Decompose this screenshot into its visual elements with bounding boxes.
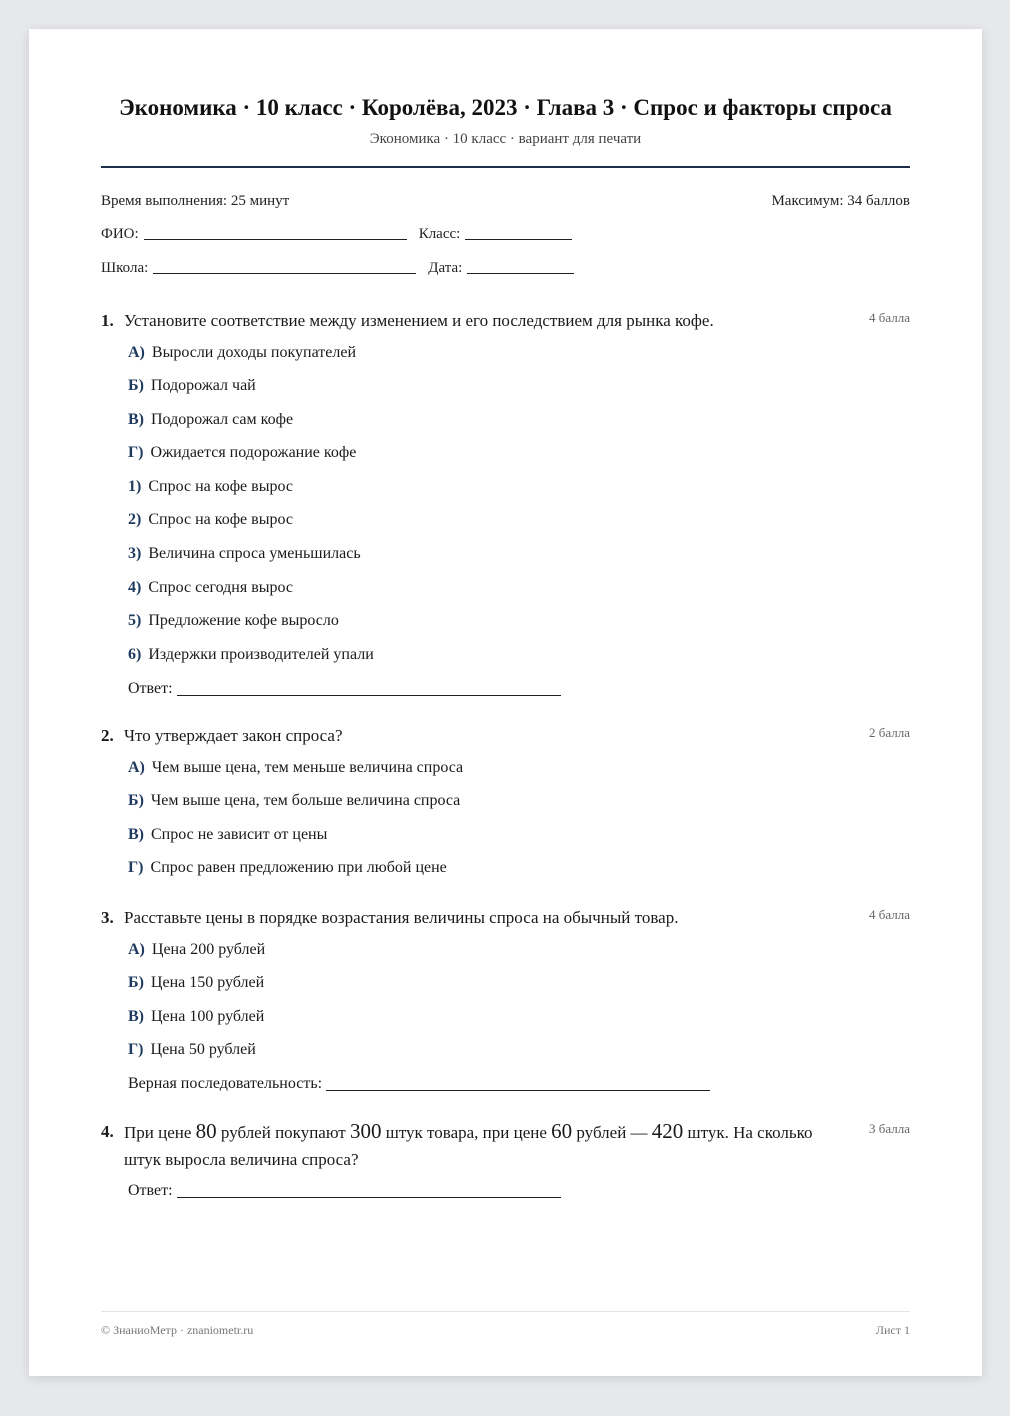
question-points: 2 балла bbox=[869, 725, 910, 740]
option-label: 3) bbox=[128, 545, 142, 562]
math-number: 420 bbox=[651, 1119, 684, 1143]
option-item bbox=[128, 974, 264, 992]
option-item bbox=[128, 792, 460, 810]
question-number: 3. bbox=[101, 908, 114, 927]
option-label: А) bbox=[128, 759, 145, 776]
option-label: 1) bbox=[128, 478, 142, 495]
option-item bbox=[128, 377, 256, 395]
option-label: 5) bbox=[128, 612, 142, 629]
question-text: Расставьте цены в порядке возрастания величины спроса на обычный товар. bbox=[124, 908, 679, 927]
question-text-part: При цене bbox=[124, 1123, 196, 1142]
fio-label: ФИО: bbox=[101, 226, 139, 242]
answer-field[interactable] bbox=[177, 694, 561, 696]
meta-row bbox=[101, 193, 910, 210]
question-number: 2. bbox=[101, 726, 114, 745]
footer-divider bbox=[101, 1311, 910, 1312]
option-text: Цена 200 рублей bbox=[151, 941, 266, 958]
option-text: Спрос на кофе вырос bbox=[148, 511, 293, 528]
answer-label: Ответ: bbox=[128, 1182, 173, 1199]
math-number: 300 bbox=[350, 1119, 382, 1143]
question-points: 4 балла bbox=[869, 907, 910, 922]
option-label: 4) bbox=[128, 579, 142, 596]
footer-sheet-number: Лист 1 bbox=[875, 1323, 910, 1337]
option-text: Выросли доходы покупателей bbox=[151, 344, 357, 361]
option-text: Спрос не зависит от цены bbox=[151, 826, 328, 843]
option-item bbox=[128, 545, 361, 563]
answer-label: Ответ: bbox=[128, 680, 173, 697]
question-text: Что утверждает закон спроса? bbox=[124, 726, 343, 745]
question-3-header bbox=[101, 904, 910, 931]
option-text: Цена 50 рублей bbox=[150, 1041, 256, 1058]
option-text: Цена 100 рублей bbox=[151, 1008, 265, 1025]
option-text: Цена 150 рублей bbox=[150, 974, 265, 991]
option-label: Г) bbox=[128, 444, 144, 461]
class-label: Класс: bbox=[418, 226, 461, 242]
question-number: 4. bbox=[101, 1122, 114, 1141]
option-label: Б) bbox=[128, 377, 144, 394]
option-label: В) bbox=[128, 826, 144, 843]
math-number: 60 bbox=[551, 1119, 573, 1143]
option-item bbox=[128, 411, 293, 429]
date-label: Дата: bbox=[428, 260, 463, 276]
answer-row bbox=[128, 1182, 561, 1200]
option-item bbox=[128, 511, 293, 529]
class-field[interactable] bbox=[465, 238, 572, 240]
question-3 bbox=[101, 904, 910, 1092]
page-title: Экономика · 10 класс · Королёва, 2023 · Глава 3 · Спрос и факторы спроса bbox=[119, 95, 892, 120]
question-points: 3 балла bbox=[869, 1121, 910, 1136]
option-label: В) bbox=[128, 1008, 144, 1025]
option-label: 6) bbox=[128, 646, 142, 663]
question-2 bbox=[101, 722, 910, 876]
fio-field[interactable] bbox=[144, 238, 407, 240]
option-label: Г) bbox=[128, 859, 144, 876]
footer-copyright: © ЗнаниоМетр · znaniometr.ru bbox=[101, 1323, 254, 1337]
option-item bbox=[128, 1008, 264, 1026]
question-1 bbox=[101, 307, 910, 697]
option-item bbox=[128, 1041, 256, 1059]
question-text-part: штук товара, при цене bbox=[381, 1123, 552, 1142]
question-text-part: рублей покупают bbox=[216, 1123, 350, 1142]
time-limit: Время выполнения: 25 минут bbox=[101, 193, 290, 209]
answer-label: Верная последовательность: bbox=[128, 1075, 323, 1092]
school-label: Школа: bbox=[101, 260, 149, 276]
option-item bbox=[128, 344, 356, 362]
page-subtitle: Экономика · 10 класс · вариант для печати bbox=[369, 131, 642, 147]
option-item bbox=[128, 579, 293, 597]
option-text: Спрос равен предложению при любой цене bbox=[150, 859, 447, 876]
option-item bbox=[128, 859, 447, 877]
school-field[interactable] bbox=[153, 272, 416, 274]
date-field[interactable] bbox=[467, 272, 574, 274]
question-text bbox=[124, 1119, 813, 1169]
student-fields-row-2 bbox=[101, 260, 586, 277]
option-label: Б) bbox=[128, 974, 144, 991]
option-label: А) bbox=[128, 941, 145, 958]
option-label: В) bbox=[128, 411, 144, 428]
question-4 bbox=[101, 1118, 910, 1199]
question-text-part: штук. На сколько штук выросла величина спроса? bbox=[124, 1123, 813, 1169]
option-text: Подорожал сам кофе bbox=[151, 411, 294, 428]
option-text: Чем выше цена, тем больше величина спроса bbox=[150, 792, 461, 809]
sequence-answer-field[interactable] bbox=[326, 1089, 710, 1091]
page-content bbox=[101, 29, 910, 1376]
option-item bbox=[128, 444, 356, 462]
question-points: 4 балла bbox=[869, 310, 910, 325]
max-score: Максимум: 34 баллов bbox=[771, 193, 910, 209]
question-1-header bbox=[101, 307, 910, 334]
question-4-header bbox=[101, 1118, 910, 1173]
option-text: Чем выше цена, тем меньше величина спроса bbox=[151, 759, 464, 776]
question-text: Установите соответствие между изменением и его последствием для рынка кофе. bbox=[124, 311, 714, 330]
option-item bbox=[128, 612, 339, 630]
option-text: Издержки производителей упали bbox=[148, 646, 374, 663]
option-label: А) bbox=[128, 344, 145, 361]
option-label: Г) bbox=[128, 1041, 144, 1058]
option-item bbox=[128, 759, 463, 777]
question-2-header bbox=[101, 722, 910, 749]
option-text: Спрос на кофе вырос bbox=[148, 478, 293, 495]
option-text: Подорожал чай bbox=[150, 377, 256, 394]
option-text: Ожидается подорожание кофе bbox=[150, 444, 357, 461]
answer-row bbox=[128, 1075, 710, 1093]
option-item bbox=[128, 941, 265, 959]
option-item bbox=[128, 826, 327, 844]
question-text-part: рублей — bbox=[572, 1123, 652, 1142]
option-text: Спрос сегодня вырос bbox=[148, 579, 294, 596]
math-number: 80 bbox=[195, 1119, 217, 1143]
answer-field[interactable] bbox=[177, 1196, 561, 1198]
worksheet-page bbox=[29, 29, 982, 1376]
option-text: Величина спроса уменьшилась bbox=[148, 545, 361, 562]
answer-row bbox=[128, 680, 561, 698]
student-fields-row-1 bbox=[101, 226, 584, 243]
option-label: 2) bbox=[128, 511, 142, 528]
option-item bbox=[128, 478, 293, 496]
question-number: 1. bbox=[101, 311, 114, 330]
header-divider bbox=[101, 166, 910, 168]
option-label: Б) bbox=[128, 792, 144, 809]
option-text: Предложение кофе выросло bbox=[148, 612, 339, 629]
option-item bbox=[128, 646, 374, 664]
